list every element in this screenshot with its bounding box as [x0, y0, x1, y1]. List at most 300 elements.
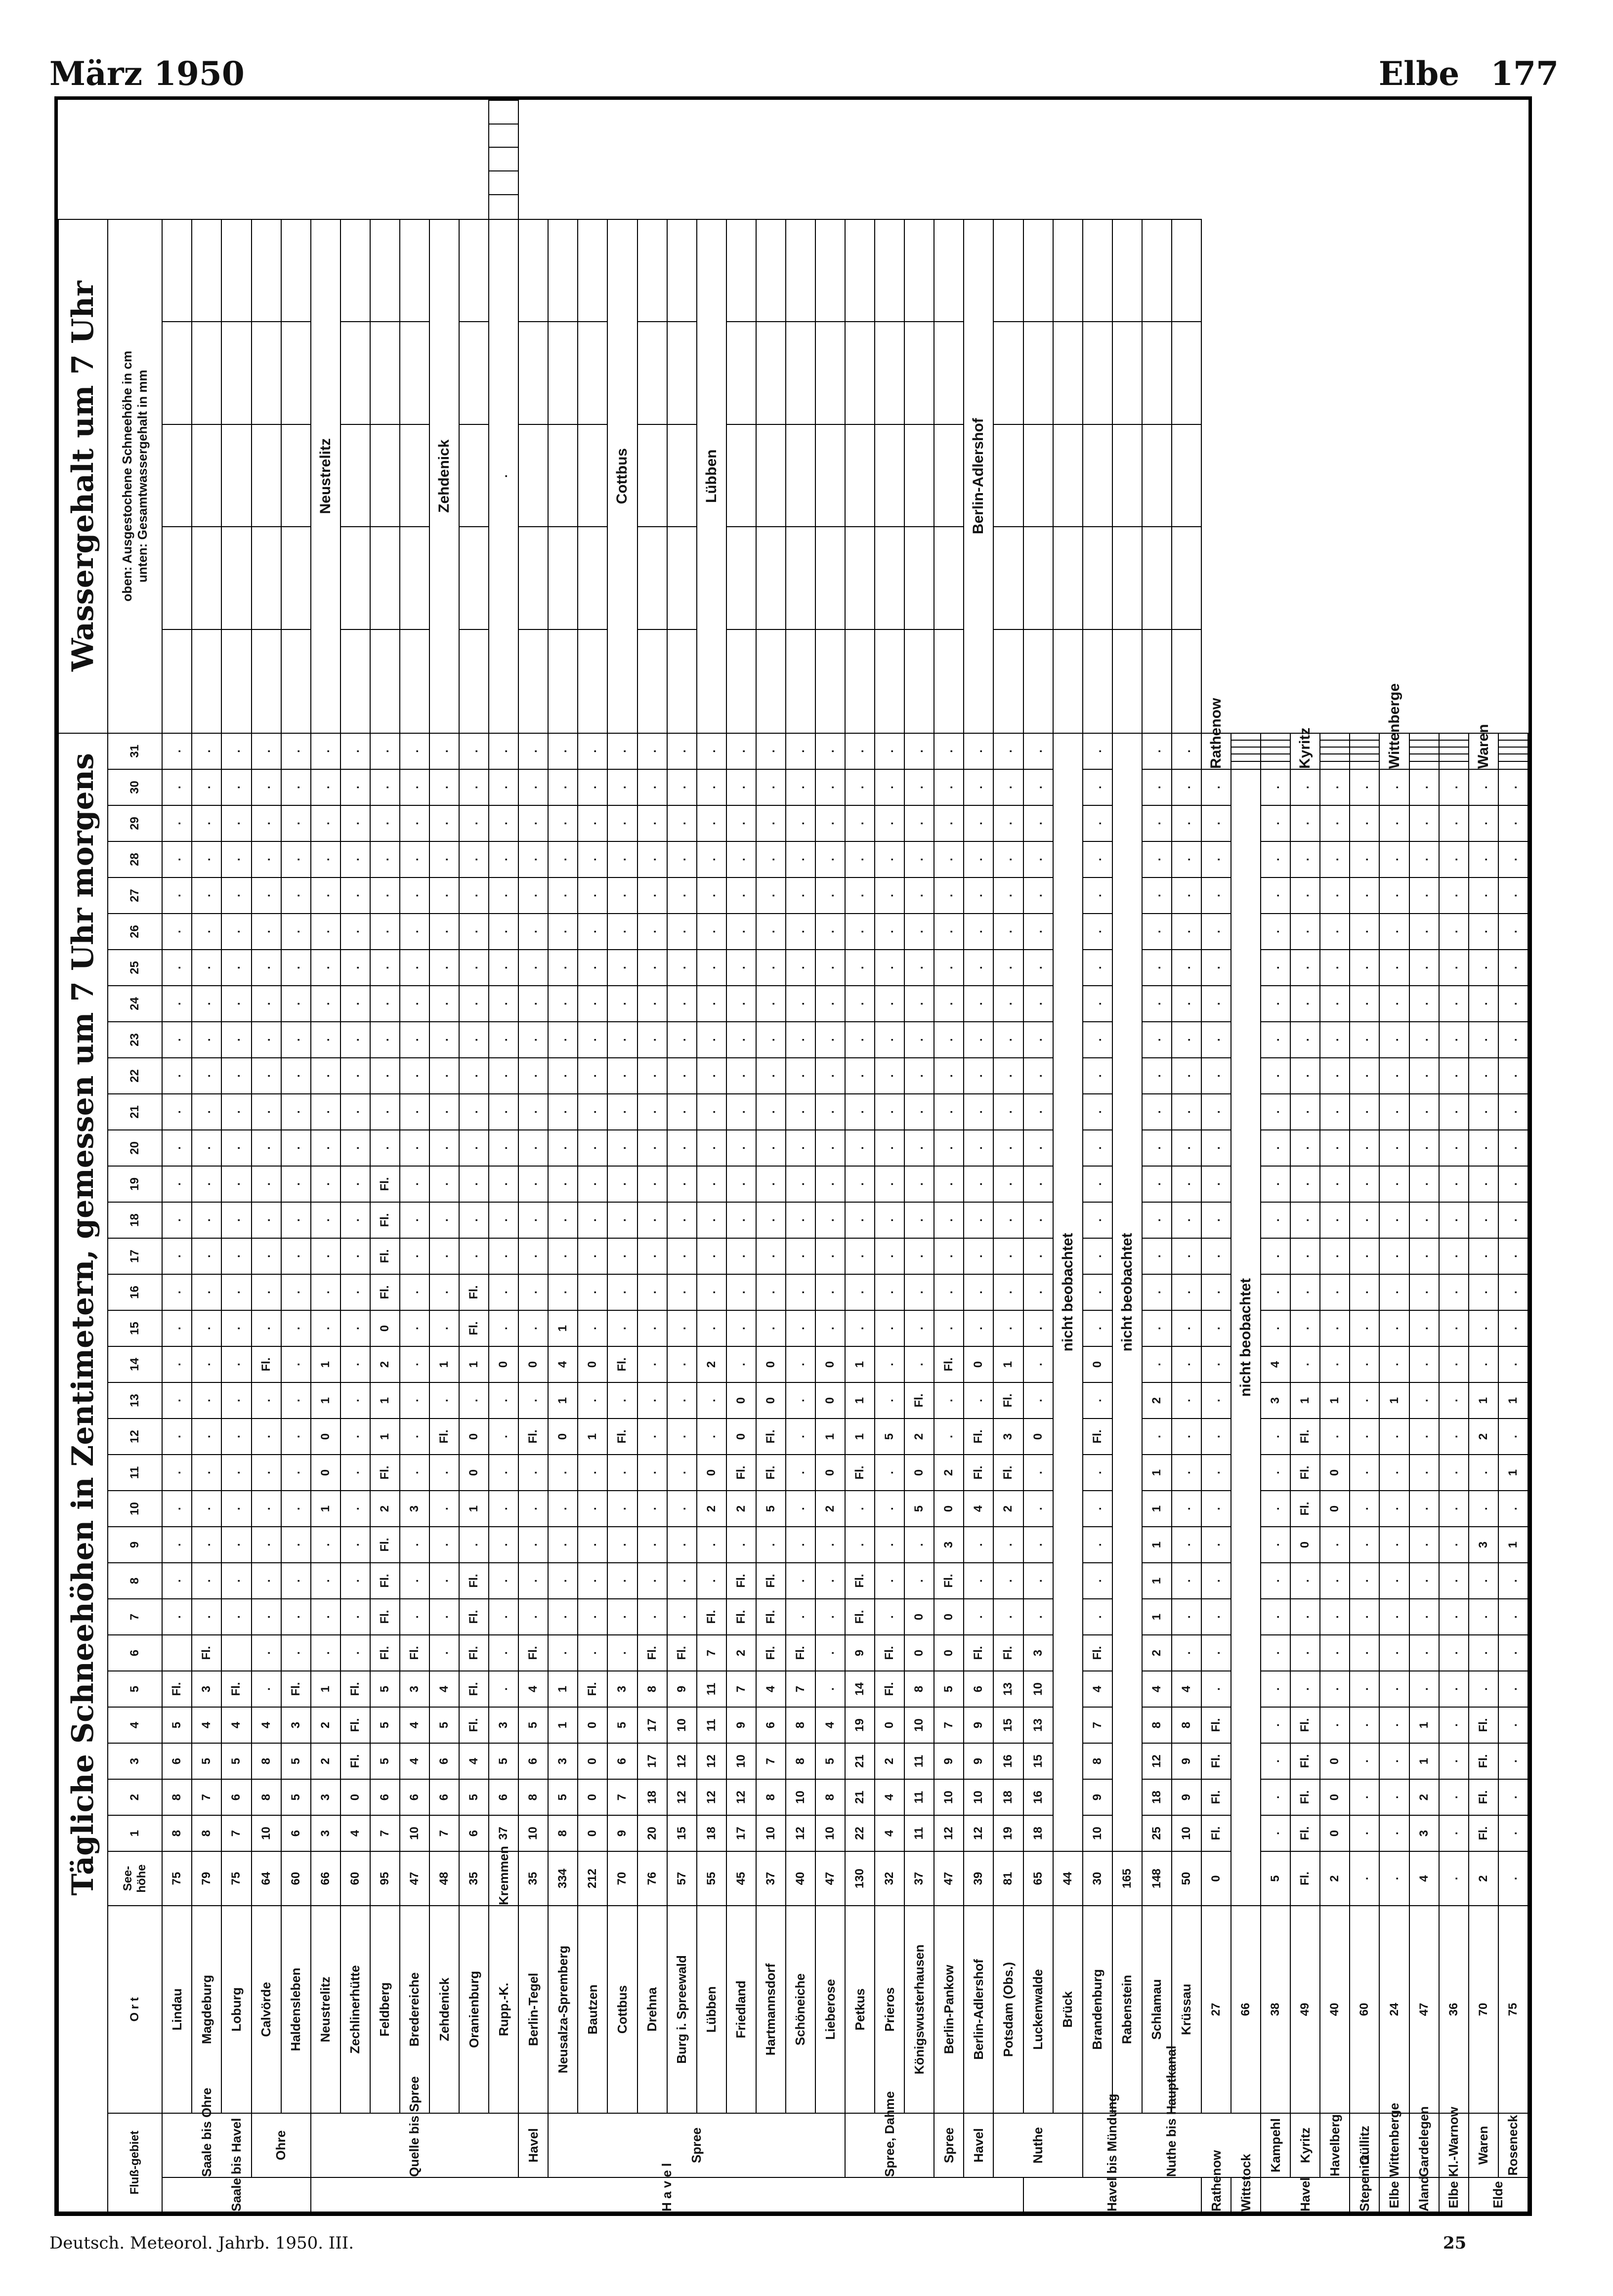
snow-depth-cell: .: [252, 877, 281, 914]
snow-depth-cell: .: [1290, 1094, 1320, 1130]
station-name: Schlamau: [1142, 1906, 1172, 2113]
snow-depth-cell: .: [607, 1527, 637, 1563]
snow-depth-cell: 15: [993, 1707, 1023, 1743]
snow-depth-cell: .: [1083, 1274, 1112, 1310]
snow-grid-cell: [757, 220, 785, 323]
snow-depth-cell: .: [815, 805, 845, 841]
snow-depth-cell: .: [964, 1058, 993, 1094]
snow-depth-cell: .: [489, 1491, 518, 1527]
snow-depth-cell: .: [1320, 1166, 1350, 1202]
snow-depth-cell: 1: [311, 1491, 340, 1527]
snow-depth-cell: .: [964, 1130, 993, 1166]
table-row: [875, 100, 904, 2212]
snow-depth-cell: .: [815, 914, 845, 950]
snow-depth-cell: .: [934, 914, 964, 950]
snow-depth-cell: .: [281, 1094, 311, 1130]
snow-depth-cell: .: [578, 1635, 607, 1671]
snow-depth-cell: .: [429, 1599, 459, 1635]
snow-depth-cell: .: [1498, 1599, 1528, 1635]
snow-depth-cell: 1: [311, 1346, 340, 1382]
snow-depth-cell: .: [1261, 1707, 1290, 1743]
snow-depth-cell: 6: [429, 1743, 459, 1779]
snow-depth-cell: .: [815, 1527, 845, 1563]
snow-depth-cell: .: [459, 1382, 489, 1419]
snow-depth-cell: .: [429, 1166, 459, 1202]
snow-depth-cell: .: [400, 1527, 429, 1563]
station-name: Krüssau: [1172, 1906, 1201, 2113]
snow-grid-cell: [875, 425, 904, 528]
snow-depth-cell: .: [697, 841, 726, 877]
snow-depth-cell: .: [1290, 1202, 1320, 1238]
snow-depth-cell: .: [815, 769, 845, 805]
snow-depth-cell: 9: [1172, 1779, 1201, 1815]
table-row: [1379, 100, 1409, 2212]
snow-depth-cell: .: [1320, 1635, 1350, 1671]
snow-depth-cell: 10: [667, 1707, 697, 1743]
snow-depth-cell: .: [1201, 1166, 1231, 1202]
snow-depth-cell: .: [1023, 841, 1053, 877]
catchment-label: Quelle bis Spree: [311, 2113, 519, 2177]
snow-depth-cell: .: [786, 1022, 815, 1058]
snow-depth-cell: .: [1201, 1310, 1231, 1346]
snow-depth-cell: .: [1320, 1707, 1350, 1743]
snow-depth-cell: 5: [756, 1491, 786, 1527]
snow-depth-cell: .: [875, 841, 904, 877]
snow-depth-cell: .: [1320, 986, 1350, 1022]
table-row: [1439, 100, 1469, 2212]
snow-depth-cell: .: [252, 1238, 281, 1274]
snow-station-label: Cottbus: [614, 448, 631, 504]
snow-depth-cell: .: [845, 1022, 875, 1058]
table-row: [370, 100, 400, 2212]
station-elevation: 57: [667, 1851, 697, 1906]
snow-grid-cell: [163, 630, 191, 733]
snow-depth-cell: .: [1439, 769, 1469, 805]
station-elevation: 30: [1083, 1851, 1112, 1906]
snow-grid-cell: [1113, 220, 1142, 323]
snow-depth-cell: .: [1261, 1274, 1290, 1310]
snow-depth-cell: .: [578, 877, 607, 914]
snow-depth-cell: Fl.: [459, 1635, 489, 1671]
snow-depth-cell: 7: [1083, 1707, 1112, 1743]
snow-depth-cell: .: [1261, 914, 1290, 950]
snow-depth-cell: 0: [340, 1779, 370, 1815]
snow-depth-cell: .: [489, 1094, 518, 1130]
snow-depth-cell: .: [221, 914, 251, 950]
snow-depth-cell: Fl.: [1469, 1779, 1498, 1815]
snow-depth-cell: .: [429, 841, 459, 877]
station-name: Oranienburg: [459, 1906, 489, 2113]
snow-depth-cell: .: [1469, 914, 1498, 950]
snow-depth-cell: .: [489, 1310, 518, 1346]
snow-grid-cell: [1024, 630, 1053, 733]
table-row: [1498, 100, 1528, 2212]
snow-grid-cell: [638, 528, 667, 630]
snow-depth-cell: .: [489, 769, 518, 805]
snow-depth-cell: .: [697, 1202, 726, 1238]
snow-depth-cell: 0: [726, 1419, 756, 1455]
snow-water-cell: [1023, 219, 1053, 733]
snow-depth-cell: .: [815, 1274, 845, 1310]
snow-depth-cell: .: [1350, 986, 1379, 1022]
station-name: Bautzen: [578, 1906, 607, 2113]
snow-depth-cell: .: [340, 950, 370, 986]
snow-depth-cell: .: [489, 733, 518, 769]
snow-depth-cell: .: [162, 1382, 192, 1419]
snow-depth-cell: .: [518, 1599, 548, 1635]
snow-depth-cell: 17: [726, 1815, 756, 1851]
snow-depth-cell: 0: [815, 1455, 845, 1491]
snow-depth-cell: .: [1350, 1599, 1379, 1635]
snow-water-cell: [726, 219, 756, 733]
snow-depth-cell: Fl.: [400, 1635, 429, 1671]
snow-depth-cell: Fl.: [875, 1671, 904, 1707]
snow-depth-cell: 1: [845, 1419, 875, 1455]
snow-depth-cell: 10: [726, 1743, 756, 1779]
snow-depth-cell: 8: [1172, 1707, 1201, 1743]
snow-depth-cell: .: [311, 1563, 340, 1599]
snow-depth-cell: .: [1409, 1202, 1439, 1238]
snow-depth-cell: 11: [904, 1743, 934, 1779]
snow-depth-cell: .: [489, 805, 518, 841]
snow-depth-cell: .: [786, 950, 815, 986]
station-elevation: 65: [1023, 1851, 1053, 1906]
snow-depth-cell: .: [697, 950, 726, 986]
snow-depth-cell: .: [518, 1310, 548, 1346]
snow-depth-cell: .: [993, 1238, 1023, 1274]
snow-depth-cell: Fl.: [697, 1599, 726, 1635]
snow-depth-cell: .: [1439, 1815, 1469, 1851]
station-elevation: 36: [1439, 1906, 1469, 2113]
not-observed-note: nicht beobachtet: [1231, 769, 1261, 1906]
snow-depth-cell: .: [1469, 1238, 1498, 1274]
snow-depth-cell: 3: [1261, 1382, 1290, 1419]
snow-depth-cell: Fl.: [281, 1671, 311, 1707]
snow-grid-cell: [282, 425, 310, 528]
station-elevation: 130: [845, 1851, 875, 1906]
snow-depth-cell: .: [1261, 1166, 1290, 1202]
snow-depth-cell: .: [1439, 1527, 1469, 1563]
snow-depth-cell: .: [400, 914, 429, 950]
snow-depth-cell: .: [489, 219, 518, 733]
snow-depth-cell: .: [1439, 950, 1469, 986]
snow-depth-cell: .: [400, 1274, 429, 1310]
snow-depth-cell: .: [964, 986, 993, 1022]
snow-depth-cell: Fl.: [993, 1455, 1023, 1491]
snow-depth-cell: .: [934, 1310, 964, 1346]
snow-depth-cell: 2: [1409, 1779, 1439, 1815]
snow-depth-cell: .: [815, 1094, 845, 1130]
snow-depth-cell: 3: [311, 1815, 340, 1851]
snow-depth-cell: .: [697, 1058, 726, 1094]
snow-depth-cell: .: [1439, 1130, 1469, 1166]
snow-depth-cell: .: [340, 1455, 370, 1491]
snow-depth-cell: 1: [578, 1419, 607, 1455]
snow-water-cell: [934, 219, 964, 733]
snow-depth-cell: Fl.: [459, 1563, 489, 1599]
snow-depth-cell: .: [548, 1094, 578, 1130]
snow-depth-cell: .: [1023, 914, 1053, 950]
snow-depth-cell: .: [548, 805, 578, 841]
snow-depth-cell: .: [726, 769, 756, 805]
snow-depth-cell: .: [904, 1238, 934, 1274]
snow-depth-cell: .: [548, 1202, 578, 1238]
snow-depth-cell: .: [1172, 841, 1201, 877]
snow-depth-cell: .: [192, 1166, 221, 1202]
snow-depth-cell: .: [845, 1166, 875, 1202]
snow-depth-cell: Fl.: [1290, 1455, 1320, 1491]
snow-depth-cell: .: [340, 733, 370, 769]
snow-depth-cell: .: [1142, 805, 1172, 841]
snow-depth-cell: 7: [756, 1743, 786, 1779]
snow-depth-cell: .: [786, 1238, 815, 1274]
snow-grid-cell: [727, 425, 756, 528]
catchment-label: Elde: [1469, 2177, 1528, 2212]
snow-depth-cell: .: [815, 877, 845, 914]
snow-depth-cell: .: [1142, 1058, 1172, 1094]
snow-depth-cell: .: [281, 1635, 311, 1671]
snow-depth-cell: .: [311, 950, 340, 986]
table-row: [1112, 100, 1142, 2212]
snow-depth-cell: Fl.: [964, 1419, 993, 1455]
snow-grid-cell: [400, 425, 429, 528]
snow-depth-cell: .: [1172, 877, 1201, 914]
snow-grid-cell: [638, 322, 667, 425]
snow-depth-cell: .: [1201, 1599, 1231, 1635]
snow-depth-cell: .: [904, 769, 934, 805]
station-elevation: 55: [697, 1851, 726, 1906]
snow-depth-cell: .: [162, 1527, 192, 1563]
snow-depth-cell: .: [1023, 1238, 1053, 1274]
snow-depth-cell: .: [1469, 1563, 1498, 1599]
snow-depth-cell: .: [429, 1274, 459, 1310]
station-elevation: 95: [370, 1851, 400, 1906]
snow-depth-cell: .: [756, 1310, 786, 1346]
station-elevation: 334: [548, 1851, 578, 1906]
snow-depth-cell: .: [459, 1527, 489, 1563]
snow-depth-cell: .: [429, 1022, 459, 1058]
catchment-label: Havel: [518, 2113, 548, 2177]
snow-depth-cell: .: [192, 1491, 221, 1527]
snow-depth-cell: 0: [578, 1779, 607, 1815]
snow-depth-cell: .: [518, 733, 548, 769]
snow-depth-cell: 25: [1142, 1815, 1172, 1851]
snow-depth-cell: 19: [845, 1707, 875, 1743]
snow-depth-cell: 0: [964, 1346, 993, 1382]
snow-depth-cell: .: [340, 1346, 370, 1382]
snow-depth-cell: .: [340, 1022, 370, 1058]
snow-depth-cell: .: [370, 733, 400, 769]
snow-depth-cell: .: [370, 805, 400, 841]
snow-depth-cell: .: [993, 950, 1023, 986]
snow-water-cell: [1172, 219, 1201, 733]
snow-depth-cell: .: [607, 769, 637, 805]
snow-depth-cell: .: [340, 1274, 370, 1310]
snow-depth-cell: .: [1350, 841, 1379, 877]
snow-depth-cell: 9: [726, 1707, 756, 1743]
station-elevation: 75: [1498, 1906, 1528, 2113]
snow-depth-cell: 2: [934, 1455, 964, 1491]
snow-depth-cell: .: [1439, 1779, 1469, 1815]
snow-depth-cell: .: [1083, 733, 1112, 769]
snow-depth-cell: .: [459, 769, 489, 805]
snow-depth-cell: .: [934, 1419, 964, 1455]
snow-depth-cell: .: [934, 841, 964, 877]
snow-depth-cell: .: [726, 914, 756, 950]
catchment-label: Elbe: [1439, 2177, 1469, 2212]
snow-depth-cell: .: [815, 1635, 845, 1671]
snow-depth-cell: .: [786, 1094, 815, 1130]
snow-depth-cell: .: [1350, 1851, 1379, 1906]
snow-depth-cell: 2: [370, 1346, 400, 1382]
table-row: [1409, 100, 1439, 2212]
snow-depth-cell: .: [1023, 950, 1053, 986]
snow-depth-cell: .: [1320, 1310, 1350, 1346]
snow-depth-cell: .: [726, 877, 756, 914]
page-header-date: März 1950: [49, 54, 245, 93]
snow-depth-cell: .: [1261, 1491, 1290, 1527]
snow-depth-cell: .: [1142, 769, 1172, 805]
snow-depth-cell: .: [192, 1382, 221, 1419]
snow-depth-cell: .: [637, 1274, 667, 1310]
snow-depth-cell: .: [1469, 805, 1498, 841]
snow-depth-cell: .: [1023, 1058, 1053, 1094]
snow-grid-cell: [1113, 528, 1142, 630]
snow-depth-cell: 0: [1320, 1455, 1350, 1491]
table-row: [489, 100, 518, 2212]
snow-depth-cell: .: [637, 1419, 667, 1455]
snow-depth-cell: .: [1409, 1274, 1439, 1310]
snow-depth-cell: 0: [489, 1346, 518, 1382]
snow-depth-cell: [221, 1635, 251, 1671]
station-elevation: 148: [1142, 1851, 1172, 1906]
snow-depth-cell: .: [192, 877, 221, 914]
snow-grid-cell: [192, 630, 221, 733]
snow-depth-cell: .: [489, 1238, 518, 1274]
snow-depth-cell: .: [370, 1058, 400, 1094]
snow-depth-cell: .: [400, 1455, 429, 1491]
snow-depth-cell: .: [252, 805, 281, 841]
snow-depth-cell: .: [815, 1671, 845, 1707]
snow-depth-cell: 0: [311, 1455, 340, 1491]
snow-depth-cell: .: [1469, 1599, 1498, 1635]
snow-depth-cell: .: [252, 1310, 281, 1346]
snow-grid-cell: [400, 220, 429, 323]
snow-depth-cell: .: [875, 1022, 904, 1058]
snow-depth-cell: .: [1172, 914, 1201, 950]
snow-grid-cell: [1024, 528, 1053, 630]
snow-depth-cell: .: [340, 1635, 370, 1671]
snow-depth-cell: .: [637, 1491, 667, 1527]
snow-depth-cell: .: [192, 1419, 221, 1455]
snow-depth-cell: 1: [548, 1707, 578, 1743]
station-elevation: 64: [252, 1851, 281, 1906]
snow-depth-cell: .: [1023, 1022, 1053, 1058]
snow-depth-cell: .: [904, 1058, 934, 1094]
station-elevation: 60: [340, 1851, 370, 1906]
snow-depth-cell: .: [993, 1094, 1023, 1130]
snow-depth-cell: 4: [1142, 1671, 1172, 1707]
snow-depth-cell: .: [281, 1130, 311, 1166]
snow-water-cell: [1379, 683, 1409, 769]
snow-depth-cell: .: [875, 1455, 904, 1491]
snow-depth-cell: 4: [1083, 1671, 1112, 1707]
snow-depth-cell: .: [667, 769, 697, 805]
table-row: [281, 100, 311, 2212]
snow-depth-cell: 1: [1142, 1599, 1172, 1635]
snow-grid-cell: [1320, 748, 1349, 754]
snow-depth-cell: .: [340, 1382, 370, 1419]
snow-depth-cell: .: [252, 1202, 281, 1238]
day-header: 11: [108, 1455, 162, 1491]
snow-grid-cell: [578, 528, 607, 630]
snow-grid-cell: [460, 322, 488, 425]
snow-depth-cell: 2: [875, 1743, 904, 1779]
station-name: Zechlinerhütte: [340, 1906, 370, 2113]
snow-depth-cell: .: [518, 769, 548, 805]
snow-grid-cell: [1172, 425, 1201, 528]
snow-depth-cell: 18: [637, 1779, 667, 1815]
snow-depth-cell: 1: [1498, 1527, 1528, 1563]
snow-depth-cell: .: [548, 914, 578, 950]
snow-depth-cell: .: [904, 1527, 934, 1563]
snow-depth-cell: .: [756, 805, 786, 841]
snow-depth-cell: .: [1439, 1202, 1469, 1238]
snow-depth-cell: .: [845, 733, 875, 769]
station-elevation: 79: [192, 1851, 221, 1906]
snow-depth-cell: Fl.: [370, 1274, 400, 1310]
snow-depth-cell: .: [993, 733, 1023, 769]
snow-depth-cell: .: [1023, 1094, 1053, 1130]
snow-depth-cell: .: [548, 733, 578, 769]
snow-grid-cell: [1172, 528, 1201, 630]
snow-grid-cell: [1350, 754, 1379, 761]
snow-water-cell: [429, 219, 459, 733]
snow-depth-cell: .: [221, 1491, 251, 1527]
table-row: [1201, 100, 1231, 2212]
snow-depth-cell: .: [1083, 1491, 1112, 1527]
snow-depth-cell: .: [1023, 1310, 1053, 1346]
snow-grid-cell: [1261, 741, 1290, 748]
snow-depth-cell: .: [697, 1022, 726, 1058]
snow-depth-cell: .: [1142, 1166, 1172, 1202]
snow-depth-cell: .: [1379, 1671, 1409, 1707]
day-header: 28: [108, 841, 162, 877]
snow-depth-cell: 0: [934, 1599, 964, 1635]
snow-depth-cell: .: [221, 1058, 251, 1094]
snow-depth-cell: .: [429, 950, 459, 986]
snow-depth-cell: .: [904, 805, 934, 841]
snow-depth-cell: .: [756, 914, 786, 950]
snow-grid-cell: [1410, 748, 1439, 754]
snow-depth-cell: .: [726, 1238, 756, 1274]
snow-depth-cell: .: [221, 805, 251, 841]
snow-depth-cell: .: [489, 1058, 518, 1094]
snow-depth-cell: .: [1469, 1130, 1498, 1166]
snow-depth-cell: .: [815, 1599, 845, 1635]
snow-depth-cell: 12: [667, 1743, 697, 1779]
snow-depth-cell: Fl.: [370, 1455, 400, 1491]
snow-depth-cell: .: [1201, 1022, 1231, 1058]
snow-depth-cell: .: [1201, 1094, 1231, 1130]
snow-depth-cell: .: [1469, 1491, 1498, 1527]
snow-depth-cell: .: [1320, 841, 1350, 877]
snow-depth-cell: .: [756, 841, 786, 877]
station-elevation: 47: [934, 1851, 964, 1906]
snow-depth-cell: .: [1498, 1058, 1528, 1094]
snow-depth-cell: .: [934, 950, 964, 986]
snow-grid-cell: [341, 425, 370, 528]
